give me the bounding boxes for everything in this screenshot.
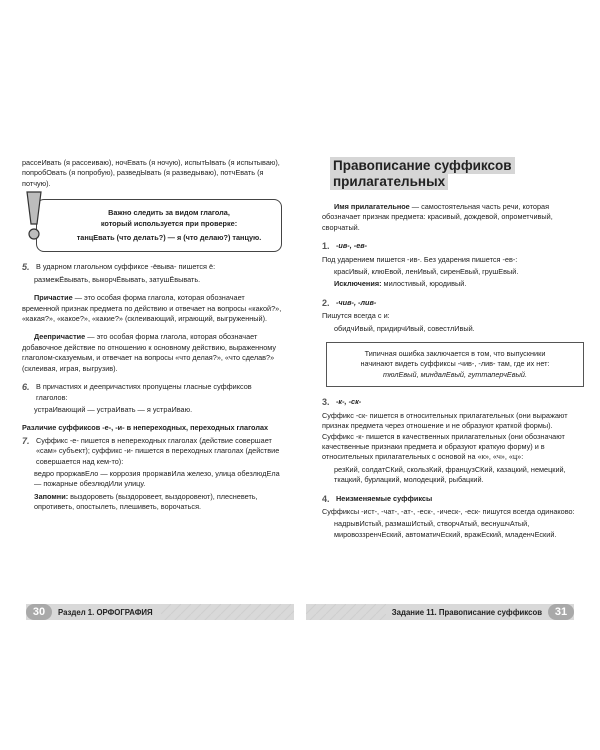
notice-examples: тюлЕвый, миндалЕвый, гуттаперчЕвый. — [382, 369, 528, 379]
item-2 — [322, 298, 584, 334]
item-examples: надрывИстый, размашИстый, створчАтый, веснушчАтый, мировоззренчЕский, автоматичЕский, вражЕский, младенчЕский. — [334, 519, 557, 539]
item-examples: резКий, солдатСКий, скользКий, французСКий, казацкий, немецкий, ткацкий, бурлацкий, молодецкий, рыбацкий. — [334, 464, 566, 485]
left-page — [22, 158, 282, 578]
item-text: Пишутся всегда с и: — [322, 311, 390, 321]
participle-definition — [22, 293, 282, 324]
page-number-badge: 31 — [548, 604, 574, 620]
rule-text: В ударном глагольном суффиксе -ёвыва- пишется ё: — [36, 262, 216, 272]
task-label: Задание 11. Правописание суффиксов — [391, 607, 542, 617]
rule-number: 6. — [22, 382, 30, 393]
gerund-text: — это особая форма глагола, которая обозначает добавочное действие по отношению к основному действию, выраженному глаголом-сказуемым, и отвечает на вопросы «что делая?», «что сделав?» (склеивая, играя, выгрузив). — [22, 332, 277, 373]
rule-number: 7. — [22, 435, 30, 446]
remember-term: Запомни: — [34, 491, 69, 501]
item-heading: -чив-, -лив- — [336, 297, 377, 307]
item-text: Суффикс -ск- пишется в относительных прилагательных (они выражают признак предмета через отношение и не образуют краткой формы). Суффикс -к- пишется в качественных прилагательных (они обозначают качественные признаки предмета и образуют краткую форму) и в относительных прилагательных с основой на «к», «ч», «ц»: — [322, 410, 568, 462]
rule-number: 5. — [22, 262, 30, 273]
footer-pattern — [161, 604, 294, 620]
item-4 — [322, 494, 584, 541]
adjective-definition — [322, 202, 584, 233]
page-title — [330, 158, 584, 190]
item-heading: -к-, -ск- — [336, 397, 362, 407]
callout-line-2: который используется при проверке: — [100, 218, 238, 228]
item-examples: красИвый, клюЕвой, ленИвый, сиренЕвый, грушЕвый. — [334, 267, 519, 277]
typical-mistake-notice — [326, 342, 584, 387]
exceptions-label: Исключения: — [334, 279, 382, 289]
item-heading: -ив-, -ев- — [336, 241, 368, 251]
footer-right — [306, 604, 574, 620]
rule-examples: устраИвающий — устраИвать — я устраИваю. — [34, 404, 193, 414]
footer-left — [26, 604, 294, 620]
remember-text: выздороветь (выздоровеет, выздоровеют), плесневеть, опротиветь, опостылеть, плешиветь, ворочаться. — [34, 491, 258, 512]
item-number: 2. — [322, 297, 330, 308]
exclamation-icon — [23, 190, 45, 242]
gerund-definition — [22, 332, 282, 374]
item-examples: обидчИвый, придирчИвый, совестлИвый. — [334, 323, 475, 333]
item-heading: Неизменяемые суффиксы — [336, 493, 433, 503]
notice-line-2: начинают видеть суффиксы -чив-, -лив- там, где их нет: — [360, 359, 550, 369]
rule-examples: размежЁвывать, выкорчЁвывать, затушЁвывать. — [34, 274, 201, 284]
item-number: 3. — [322, 397, 330, 408]
footer-pattern — [306, 604, 386, 620]
gerund-term: Деепричастие — [34, 332, 86, 342]
page-number-badge: 30 — [26, 604, 52, 620]
intro-text: рассеИвать (я рассеиваю), ночЕвать (я ночую), испытЫвать (я испытываю), попробОвать (я попробую), разведЫвать (я разведываю), потчЕвать (я потчую). — [22, 158, 280, 188]
rule-5 — [22, 262, 282, 285]
participle-text: — это особая форма глагола, которая обозначает временной признак предмета по действию и отвечает на вопросы «какой?», «какая?», «какое?», «какие?» (склеивающий, играющий, выгруженный). — [22, 293, 282, 324]
rule-examples: ведро проржавЕло — коррозия проржавИла железо, улица обезлюдЕла — пожарные обезлюдИли улицу. — [34, 468, 280, 489]
notice-line-1: Типичная ошибка заключается в том, что выпускники — [364, 349, 546, 359]
callout-example: танцЕвать (что делать?) — я (что делаю?) танцую. — [76, 233, 262, 243]
item-1 — [322, 241, 584, 290]
right-page — [322, 158, 584, 578]
callout-line-1: Важно следить за видом глагола, — [108, 208, 230, 218]
important-callout — [36, 199, 282, 252]
page-title-text: Правописание суффиксов прилагательных — [330, 157, 515, 190]
section-label: Раздел 1. ОРФОГРАФИЯ — [58, 607, 153, 617]
adjective-term: Имя прилагательное — [334, 202, 410, 211]
exceptions-text: милостивый, юродивый. — [383, 279, 467, 289]
item-3 — [322, 397, 584, 485]
adjective-text: — самостоятельная часть речи, которая обозначает признак предмета: красивый, дождевой, опрометчивый, сворчатый. — [322, 202, 553, 232]
rule-text: Суффикс -е- пишется в непереходных глаголах (действие совершает «сам» субъект); суффикс -и- пишется в переходных глаголах (действие совершается над кем-то): — [36, 435, 280, 466]
item-text: Суффиксы -ист-, -чат-, -ат-, -еск-, -ическ-, -еск- пишутся всегда одинаково: — [322, 506, 575, 516]
rule-6 — [22, 382, 282, 415]
rule-7 — [22, 436, 282, 513]
rule-text: В причастиях и деепричастиях пропущены гласные суффиксов глаголов: — [36, 382, 252, 402]
item-number: 1. — [322, 241, 330, 252]
participle-term: Причастие — [34, 293, 73, 303]
item-text: Под ударением пишется -ив-. Без ударения пишется -ев-: — [322, 254, 518, 264]
item-exceptions — [322, 279, 584, 289]
item-number: 4. — [322, 493, 330, 504]
remember-note — [22, 492, 282, 513]
section-title: Различие суффиксов -е-, -и- в непереходных, переходных глаголах — [22, 423, 269, 433]
